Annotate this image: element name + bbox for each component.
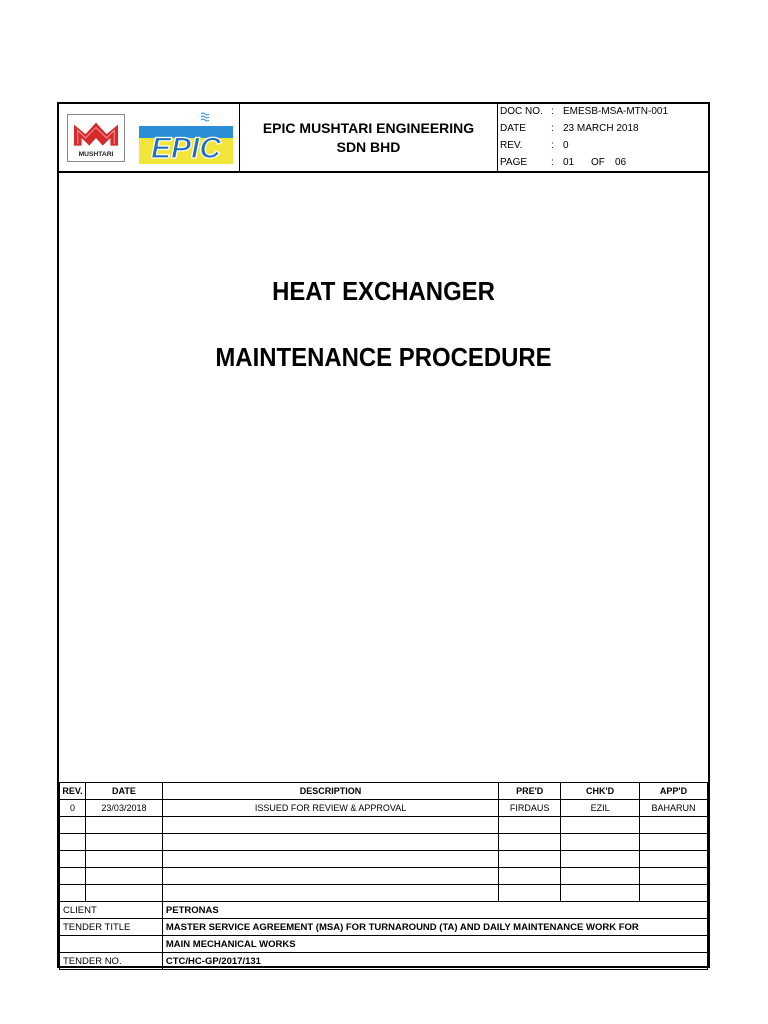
- doc-no-colon: :: [551, 106, 554, 117]
- doc-no-label: DOC NO.: [500, 106, 543, 117]
- doc-info-cell: [498, 104, 708, 171]
- document-header: [59, 104, 708, 173]
- prepared-cell: [499, 868, 561, 885]
- table-row: [60, 885, 708, 902]
- rev-cell: [60, 851, 86, 868]
- mushtari-logo: [67, 114, 125, 162]
- tender-title-row: [60, 919, 708, 936]
- rev-colon: :: [551, 140, 554, 151]
- document-frame: [57, 102, 710, 968]
- tender-title-line2: MAIN MECHANICAL WORKS: [162, 936, 707, 953]
- description-cell: ISSUED FOR REVIEW & APPROVAL: [162, 800, 498, 817]
- prepared-cell: [499, 851, 561, 868]
- rev-value: 0: [563, 140, 569, 151]
- doc-no-value: EMESB-MSA-MTN-001: [563, 106, 669, 117]
- epic-logo-text: EPIC: [150, 132, 222, 164]
- date-colon: :: [551, 123, 554, 134]
- prepared-header: PRE'D: [499, 783, 561, 800]
- rev-cell: 0: [60, 800, 86, 817]
- date-cell: [85, 885, 162, 902]
- table-row: [60, 834, 708, 851]
- description-cell: [162, 885, 498, 902]
- approved-cell: [640, 834, 708, 851]
- tender-no-value: CTC/HC-GP/2017/131: [162, 953, 707, 970]
- description-header: DESCRIPTION: [162, 783, 498, 800]
- tender-no-label: TENDER NO.: [60, 953, 163, 970]
- tender-title-label: TENDER TITLE: [60, 919, 163, 936]
- date-cell: [85, 817, 162, 834]
- tender-title-continued-row: [60, 936, 708, 953]
- page-total: 06: [615, 157, 627, 168]
- rev-cell: [60, 817, 86, 834]
- checked-header: CHK'D: [561, 783, 640, 800]
- client-label: CLIENT: [60, 902, 163, 919]
- rev-header: REV.: [60, 783, 86, 800]
- company-name-cell: [240, 104, 498, 171]
- tender-title-label-continued: [60, 936, 163, 953]
- table-row: [60, 817, 708, 834]
- table-row: [60, 800, 708, 817]
- prepared-cell: [499, 817, 561, 834]
- date-header: DATE: [85, 783, 162, 800]
- doc-no-row: [498, 104, 708, 121]
- company-name-line2: SDN BHD: [336, 138, 401, 155]
- date-cell: [85, 834, 162, 851]
- prepared-cell: FIRDAUS: [499, 800, 561, 817]
- checked-cell: [561, 885, 640, 902]
- client-value: PETRONAS: [162, 902, 707, 919]
- company-name-line1: EPIC MUSHTARI ENGINEERING: [262, 119, 475, 136]
- checked-cell: [561, 817, 640, 834]
- table-row: [60, 868, 708, 885]
- tender-title-line1: MASTER SERVICE AGREEMENT (MSA) FOR TURNAROUND (TA) AND DAILY MAINTENANCE WORK FOR: [162, 919, 707, 936]
- prepared-cell: [499, 885, 561, 902]
- document-title-line1: HEAT EXCHANGER: [272, 276, 495, 306]
- rev-row: [498, 138, 708, 155]
- table-row: [60, 851, 708, 868]
- rev-cell: [60, 834, 86, 851]
- date-cell: 23/03/2018: [85, 800, 162, 817]
- date-cell: [85, 851, 162, 868]
- mushtari-logo-text: MUSHTARI: [78, 151, 114, 159]
- epic-logo: [139, 110, 233, 164]
- approved-cell: BAHARUN: [640, 800, 708, 817]
- checked-cell: [561, 834, 640, 851]
- revision-table: [59, 782, 708, 902]
- page-value: 01: [563, 157, 575, 168]
- document-title-line2: MAINTENANCE PROCEDURE: [215, 342, 552, 372]
- checked-cell: [561, 868, 640, 885]
- approved-cell: [640, 851, 708, 868]
- checked-cell: EZIL: [561, 800, 640, 817]
- rev-label: REV.: [500, 140, 523, 151]
- description-cell: [162, 834, 498, 851]
- page-label: PAGE: [500, 157, 528, 168]
- page-of-label: OF: [591, 157, 605, 168]
- page-row: [498, 155, 708, 172]
- description-cell: [162, 817, 498, 834]
- rev-cell: [60, 885, 86, 902]
- date-label: DATE: [500, 123, 526, 134]
- client-row: [60, 902, 708, 919]
- rev-cell: [60, 868, 86, 885]
- description-cell: [162, 851, 498, 868]
- logo-cell: [59, 104, 240, 171]
- project-info-table: [59, 901, 708, 970]
- checked-cell: [561, 851, 640, 868]
- date-cell: [85, 868, 162, 885]
- page-colon: :: [551, 157, 554, 168]
- date-value: 23 MARCH 2018: [563, 123, 639, 134]
- tender-no-row: [60, 953, 708, 970]
- approved-cell: [640, 868, 708, 885]
- date-row: [498, 121, 708, 138]
- approved-cell: [640, 885, 708, 902]
- description-cell: [162, 868, 498, 885]
- prepared-cell: [499, 834, 561, 851]
- approved-cell: [640, 817, 708, 834]
- revision-header-row: [60, 783, 708, 800]
- approved-header: APP'D: [640, 783, 708, 800]
